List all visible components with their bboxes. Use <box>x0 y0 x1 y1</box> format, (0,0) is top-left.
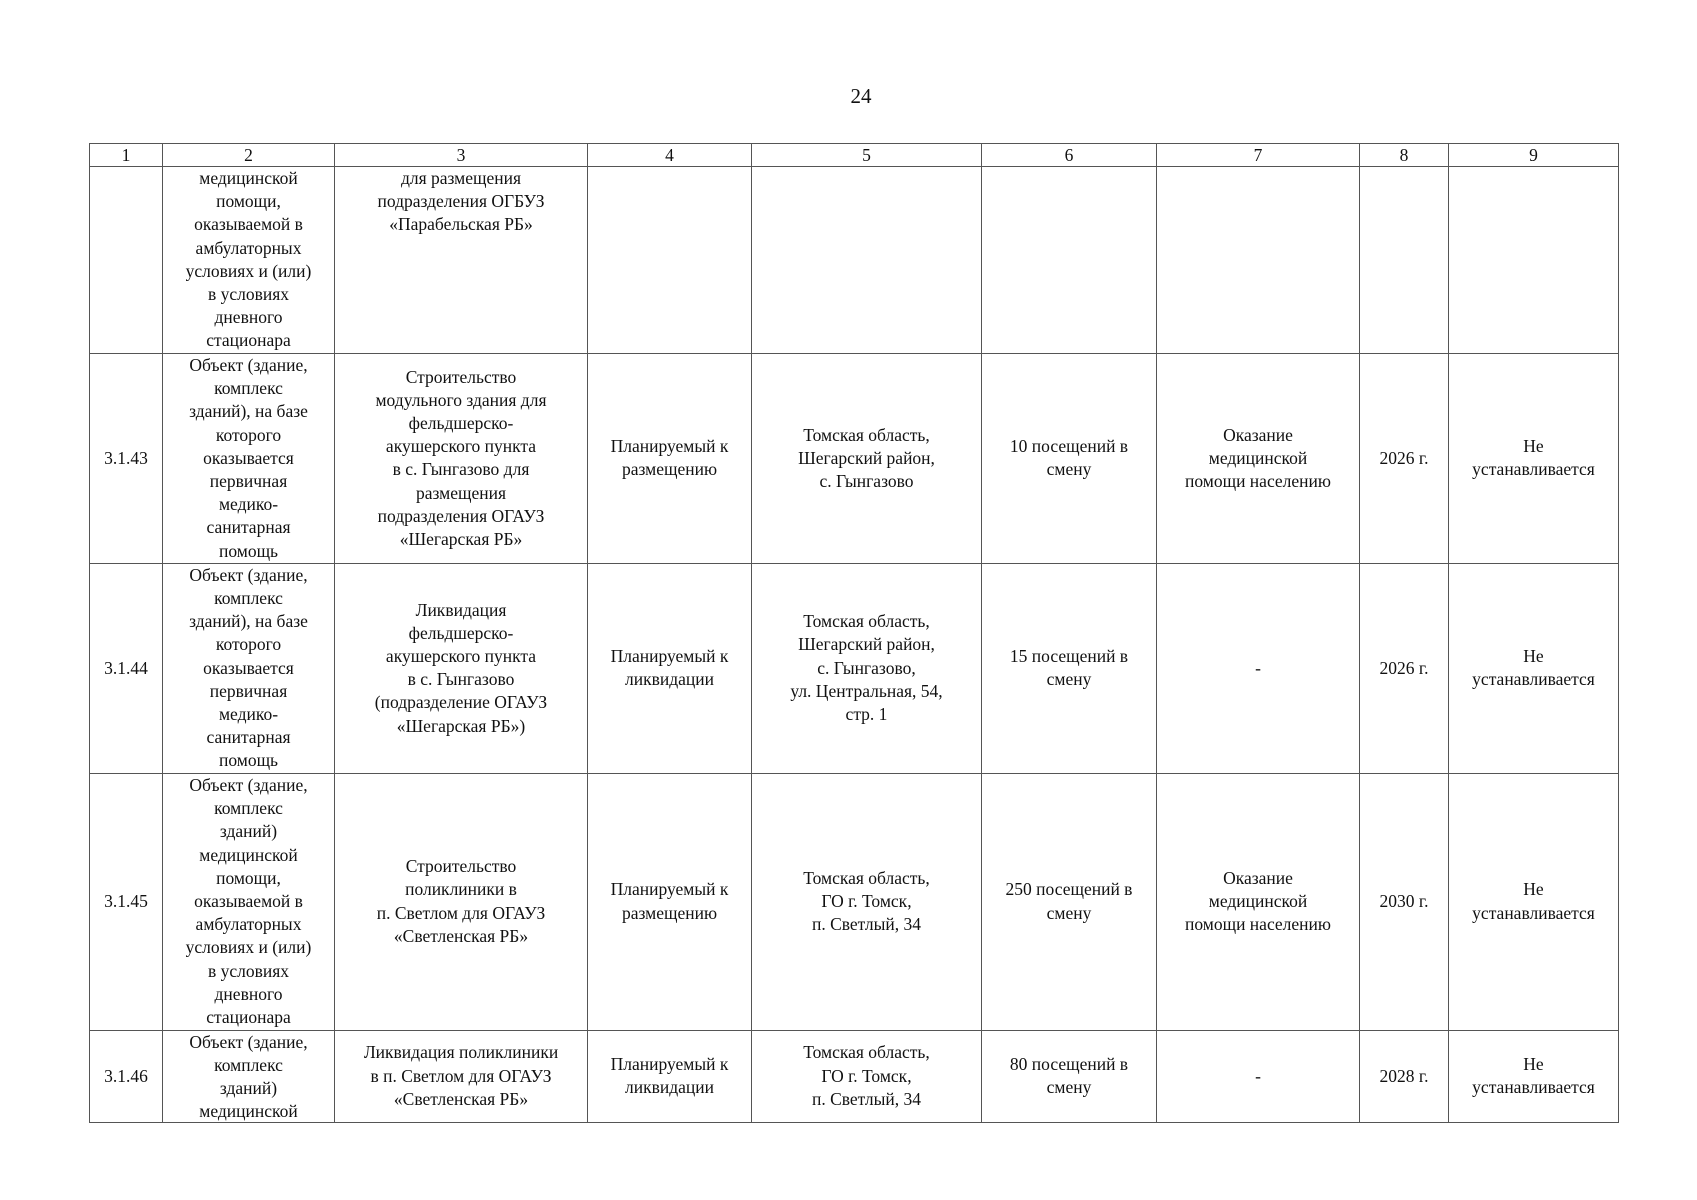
row-number: 3.1.46 <box>90 1030 163 1122</box>
column-number: 2 <box>163 144 335 167</box>
status-cell: Планируемый к ликвидации <box>588 563 752 773</box>
location-cell: Томская область, ГО г. Томск, п. Светлый, 34 <box>752 1030 982 1122</box>
empty-cell <box>1157 167 1360 354</box>
location-cell: Томская область, Шегарский район, с. Гынгазово <box>752 354 982 564</box>
capacity-cell: 10 посещений в смену <box>982 354 1157 564</box>
action-cell <box>335 167 588 354</box>
purpose-cell: - <box>1157 563 1360 773</box>
object-type-cell: Объект (здание, комплекс зданий), на базе которого оказывается первичная медико- санитарная помощь <box>163 354 335 564</box>
zone-cell: Не устанавливается <box>1449 354 1619 564</box>
column-number: 1 <box>90 144 163 167</box>
column-number: 5 <box>752 144 982 167</box>
empty-cell <box>982 167 1157 354</box>
year-cell: 2026 г. <box>1360 354 1449 564</box>
page-number: 24 <box>850 84 872 108</box>
column-number: 6 <box>982 144 1157 167</box>
table-row <box>90 563 1619 773</box>
column-number: 9 <box>1449 144 1619 167</box>
location-cell: Томская область, ГО г. Томск, п. Светлый, 34 <box>752 773 982 1030</box>
action-cell: Строительство поликлиники в п. Светлом для ОГАУЗ «Светленская РБ» <box>335 773 588 1030</box>
column-number-row <box>90 144 1619 167</box>
capacity-cell: 80 посещений в смену <box>982 1030 1157 1122</box>
table-row <box>90 1030 1619 1122</box>
column-number: 8 <box>1360 144 1449 167</box>
zone-cell: Не устанавливается <box>1449 1030 1619 1122</box>
purpose-cell: Оказание медицинской помощи населению <box>1157 354 1360 564</box>
objects-table <box>89 143 1619 1123</box>
action-text: для размещения подразделения ОГБУЗ «Парабельская РБ» <box>377 168 545 235</box>
row-number: 3.1.43 <box>90 354 163 564</box>
year-cell: 2026 г. <box>1360 563 1449 773</box>
capacity-cell: 15 посещений в смену <box>982 563 1157 773</box>
location-cell: Томская область, Шегарский район, с. Гынгазово, ул. Центральная, 54, стр. 1 <box>752 563 982 773</box>
table-row <box>90 354 1619 564</box>
object-type-cell: Объект (здание, комплекс зданий) медицинской <box>163 1030 335 1122</box>
row-number: 3.1.45 <box>90 773 163 1030</box>
action-cell: Ликвидация фельдшерско- акушерского пункта в с. Гынгазово (подразделение ОГАУЗ «Шегарская РБ») <box>335 563 588 773</box>
empty-cell <box>1449 167 1619 354</box>
status-cell: Планируемый к ликвидации <box>588 1030 752 1122</box>
purpose-cell: - <box>1157 1030 1360 1122</box>
year-cell: 2030 г. <box>1360 773 1449 1030</box>
empty-cell <box>1360 167 1449 354</box>
row-number: 3.1.44 <box>90 563 163 773</box>
object-type-text: медицинской помощи, оказываемой в амбулаторных условиях и (или) в условиях дневного стационара <box>185 168 312 351</box>
object-type-cell <box>163 167 335 354</box>
status-cell: Планируемый к размещению <box>588 354 752 564</box>
column-number: 7 <box>1157 144 1360 167</box>
object-type-cell: Объект (здание, комплекс зданий) медицинской помощи, оказываемой в амбулаторных условиях и (или) в условиях дневного стационара <box>163 773 335 1030</box>
capacity-cell: 250 посещений в смену <box>982 773 1157 1030</box>
object-type-cell: Объект (здание, комплекс зданий), на базе которого оказывается первичная медико- санитарная помощь <box>163 563 335 773</box>
column-number: 3 <box>335 144 588 167</box>
status-cell: Планируемый к размещению <box>588 773 752 1030</box>
action-cell: Ликвидация поликлиники в п. Светлом для ОГАУЗ «Светленская РБ» <box>335 1030 588 1122</box>
zone-cell: Не устанавливается <box>1449 773 1619 1030</box>
zone-cell: Не устанавливается <box>1449 563 1619 773</box>
empty-cell <box>90 167 163 354</box>
year-cell: 2028 г. <box>1360 1030 1449 1122</box>
table-row <box>90 773 1619 1030</box>
purpose-cell: Оказание медицинской помощи населению <box>1157 773 1360 1030</box>
continuation-row <box>90 167 1619 354</box>
action-cell: Строительство модульного здания для фельдшерско- акушерского пункта в с. Гынгазово для размещения подразделения ОГАУЗ «Шегарская РБ» <box>335 354 588 564</box>
column-number: 4 <box>588 144 752 167</box>
empty-cell <box>588 167 752 354</box>
empty-cell <box>752 167 982 354</box>
